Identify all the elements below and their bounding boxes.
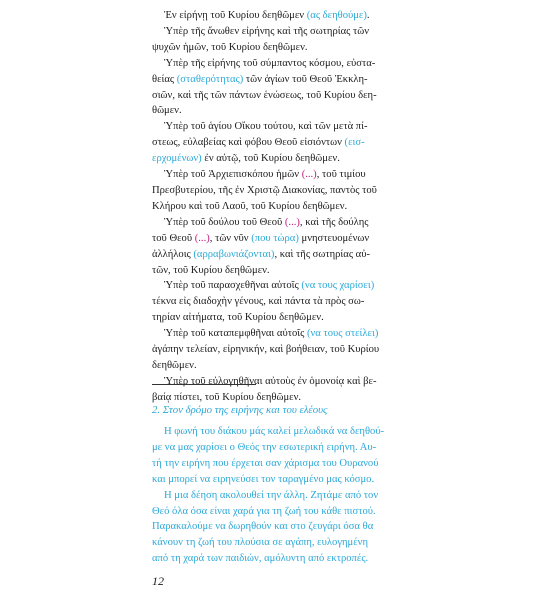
translation-note: (ας δεηθούμε) xyxy=(306,10,367,21)
line-text: βαίᾳ πίστει, τοῦ Κυρίου δεηθῶμεν. xyxy=(152,391,302,403)
commentary-line: κάνουν τη ζωή του πλούσια σε αγάπη, ευλογημένη xyxy=(152,537,368,549)
line-text: ἀλλήλοις xyxy=(152,248,194,260)
line-text: ψυχῶν ἡμῶν, τοῦ Κυρίου δεηθῶμεν. xyxy=(152,41,308,53)
line-text: τέκνα εἰς διαδοχὴν γένους, καὶ πάντα τὰ πρὸς σω- xyxy=(152,296,365,308)
text-line xyxy=(152,263,410,279)
line-text: θῶμεν. xyxy=(152,105,182,117)
text-line xyxy=(152,247,410,263)
text-line xyxy=(152,40,410,56)
commentary-line: τή την ειρήνη που έρχεται σαν χάρισμα του Ουρανού xyxy=(152,457,379,469)
commentary-line: με να μας χαρίσει ο Θεός την εσωτερική ειρήνη. Αυ- xyxy=(152,441,377,453)
page-number: 12 xyxy=(152,574,164,588)
translation-note: (να τους χαρίσει) xyxy=(301,280,375,292)
line-text: στεως, εὐλαβείας καὶ φόβου Θεοῦ εἰσιόντων xyxy=(152,137,345,149)
text-line xyxy=(152,8,410,24)
line-text: Ὑπὲρ τοῦ καταπεμφθῆναι αὐτοῖς xyxy=(164,328,307,340)
text-line xyxy=(152,199,410,215)
translation-note: ερχομένων) xyxy=(152,153,202,165)
translation-note: (να τους στείλει) xyxy=(306,328,379,340)
commentary-line: και μπορεί να ειρηνεύσει τον ταραγμένο μας κόσμο. xyxy=(152,473,375,485)
text-line xyxy=(152,310,410,326)
translation-note: (σταθερότητας) xyxy=(176,73,244,85)
translation-note: (εισ- xyxy=(344,137,365,149)
text-line xyxy=(152,56,410,72)
commentary-section xyxy=(152,404,410,567)
line-text: , καὶ τῆς δούλης xyxy=(299,216,369,228)
commentary-text xyxy=(152,424,410,567)
commentary-line: από τη χαρά των παιδιών, αμόλυντη από εκτροπές. xyxy=(152,553,369,565)
line-text: τῶν, τοῦ Κυρίου δεηθῶμεν. xyxy=(152,264,270,276)
line-text: , τῶν νῦν xyxy=(209,232,252,244)
text-line xyxy=(152,88,410,104)
commentary-line: Παρακαλούμε να δωρηθούν και στο ζευγάρι όσα θα xyxy=(152,521,374,533)
text-line xyxy=(152,72,410,88)
text-line xyxy=(152,151,410,167)
line-text: , τοῦ τιμίου xyxy=(316,169,366,181)
line-text: Ὑπὲρ τοῦ δούλου τοῦ Θεοῦ xyxy=(164,216,285,228)
line-text: Ὑπὲρ τοῦ παρασχεθῆναι αὐτοῖς xyxy=(164,280,302,292)
line-text: τοῦ Θεοῦ xyxy=(152,232,195,244)
line-text: σιῶν, καὶ τῆς τῶν πάντων ἑνώσεως, τοῦ Κυρίου δεη- xyxy=(152,89,377,101)
line-text: . xyxy=(366,10,370,21)
text-line xyxy=(152,135,410,151)
commentary-line: Η μια δέηση ακολουθεί την άλλη. Ζητάμε από τον xyxy=(164,489,379,501)
line-text: τηρίαν αἰτήματα, τοῦ Κυρίου δεηθῶμεν. xyxy=(152,312,324,324)
line-text: Ἐν εἰρήνῃ τοῦ Κυρίου δεηθῶμεν xyxy=(164,10,307,21)
line-text: θείας xyxy=(152,73,177,85)
line-text: ἐν αὐτῷ, τοῦ Κυρίου δεηθῶμεν. xyxy=(201,153,340,165)
text-line xyxy=(152,342,410,358)
text-line xyxy=(152,326,410,342)
name-placeholder: (...) xyxy=(284,216,300,228)
line-text: ἀγάπην τελείαν, εἰρηνικήν, καὶ βοήθειαν, τοῦ Κυρίου xyxy=(152,344,380,356)
line-text: Πρεσβυτερίου, τῆς ἐν Χριστῷ Διακονίας, παντὸς τοῦ xyxy=(152,184,377,196)
commentary-line: Η φωνή του διάκου μάς καλεί μελωδικά να δεηθού- xyxy=(164,426,385,437)
text-line xyxy=(152,231,410,247)
line-text: , καὶ τῆς σωτηρίας αὐ- xyxy=(274,248,371,260)
line-text: Ὑπὲρ τοῦ εὐλογηθῆναι αὐτοὺς ἐν ὁμονοίᾳ καὶ βε- xyxy=(164,375,377,387)
line-text: δεηθῶμεν. xyxy=(152,359,197,371)
line-text: Ὑπὲρ τοῦ Ἀρχιεπισκόπου ἡμῶν xyxy=(164,169,302,181)
liturgy-text xyxy=(152,8,410,406)
text-line xyxy=(152,278,410,294)
translation-note: (που τώρα) xyxy=(251,232,299,244)
name-placeholder: (...) xyxy=(301,169,317,181)
section-title: 2. Στον δρόμο της ειρήνης και του ελέους xyxy=(152,404,328,416)
text-line xyxy=(152,119,410,135)
commentary-line: Θεό όλα όσα είναι χαρά για τη ζωή του κάθε πιστού. xyxy=(152,505,376,517)
text-line xyxy=(152,294,410,310)
line-text: Ὑπὲρ τῆς εἰρήνης τοῦ σύμπαντος κόσμου, εὐστα- xyxy=(164,57,376,69)
text-line xyxy=(152,215,410,231)
text-line xyxy=(152,183,410,199)
text-line xyxy=(152,358,410,374)
line-text: μνηστευομένων xyxy=(298,232,370,244)
translation-note: (αρραβωνιάζονται) xyxy=(193,248,275,260)
line-text: τῶν ἁγίων τοῦ Θεοῦ Ἐκκλη- xyxy=(243,73,368,85)
text-line xyxy=(152,24,410,40)
line-text: Κλήρου καὶ τοῦ Λαοῦ, τοῦ Κυρίου δεηθῶμεν. xyxy=(152,200,348,212)
line-text: Ὑπὲρ τῆς ἄνωθεν εἰρήνης καὶ τῆς σωτηρίας τῶν xyxy=(164,25,370,37)
text-line xyxy=(152,167,410,183)
text-line xyxy=(152,103,410,119)
line-text: Ὑπὲρ τοῦ ἁγίου Οἴκου τούτου, καὶ τῶν μετὰ πί- xyxy=(164,121,368,133)
name-placeholder: (...) xyxy=(194,232,210,244)
section-divider xyxy=(152,384,256,385)
text-line xyxy=(152,374,410,390)
